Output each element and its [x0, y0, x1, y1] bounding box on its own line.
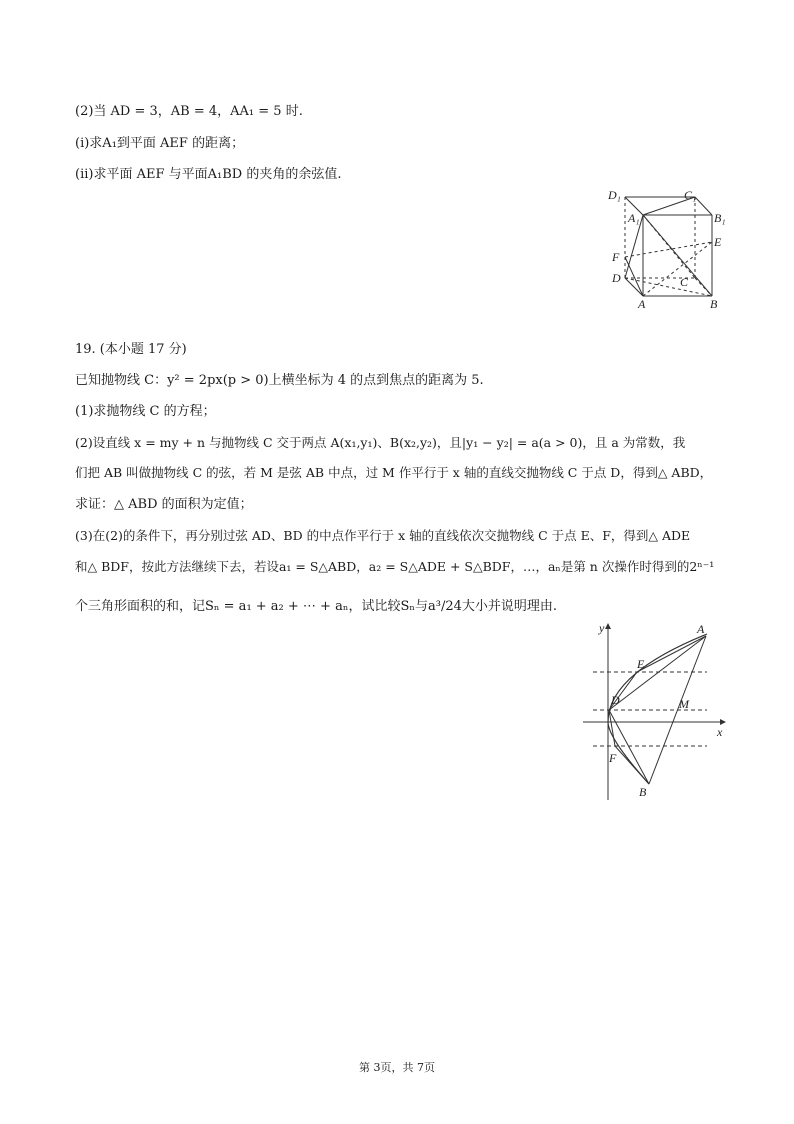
- point-D-label: D: [611, 693, 620, 707]
- q19-part3-line2: 和△ BDF，按此方法继续下去，若设a₁ = S△ABD，a₂ = S△ADE + S△BDF，…，aₙ是第 n 次操作时得到的2ⁿ⁻¹: [75, 559, 715, 574]
- point-F-label: F: [609, 751, 617, 765]
- q19-intro: 已知抛物线 C：y² = 2px(p > 0)上横坐标为 4 的点到焦点的距离为 5.: [75, 373, 484, 388]
- point-B-label: B: [639, 785, 647, 799]
- label-A1: A₁: [628, 211, 640, 225]
- q19-part2-line1: (2)设直线 x = my + n 与抛物线 C 交于两点 A(x₁,y₁)、B(x₂,y₂)，且|y₁ − y₂| = a(a > 0)，且 a 为常数，我: [75, 435, 686, 450]
- point-A-label: A: [697, 622, 705, 636]
- label-C: C: [680, 275, 689, 289]
- q19-part3-line3: 个三角形面积的和，记Sₙ = a₁ + a₂ + ⋯ + aₙ，试比较Sₙ与a³/24大小并说明理由.: [75, 599, 558, 614]
- label-C1: C₁: [684, 188, 697, 202]
- page-footer: 第 3页，共 7页: [359, 1061, 435, 1074]
- cube-figure: [600, 182, 740, 312]
- q19-part3-line1: (3)在(2)的条件下，再分别过弦 AD、BD 的中点作平行于 x 轴的直线依次交抛物线 C 于点 E、F，得到△ ADE: [75, 528, 691, 543]
- parabola-figure: [575, 618, 735, 803]
- label-D: D: [612, 271, 621, 285]
- label-B: B: [710, 297, 718, 311]
- point-E-label: E: [637, 657, 645, 671]
- axis-y-label: y: [599, 621, 605, 635]
- q19-part1: (1)求抛物线 C 的方程；: [75, 404, 216, 419]
- label-F: F: [612, 250, 620, 264]
- label-E: E: [714, 235, 722, 249]
- label-D1: D₁: [608, 188, 621, 202]
- q18-sub-i: (i)求A₁到平面 AEF 的距离；: [75, 136, 245, 151]
- label-A: A: [638, 297, 646, 311]
- q19-header: 19. (本小题 17 分): [75, 342, 187, 357]
- q18-sub-ii: (ii)求平面 AEF 与平面A₁BD 的夹角的余弦值.: [75, 167, 342, 182]
- point-M-label: M: [679, 697, 689, 711]
- label-B1: B₁: [714, 211, 726, 225]
- axis-x-label: x: [717, 725, 723, 739]
- q19-part2-line2: 们把 AB 叫做抛物线 C 的弦，若 M 是弦 AB 中点，过 M 作平行于 x 轴的直线交抛物线 C 于点 D，得到△ ABD，: [75, 465, 713, 480]
- q19-part2-line3: 求证：△ ABD 的面积为定值；: [75, 497, 253, 512]
- q18-part2: (2)当 AD = 3，AB = 4，AA₁ = 5 时.: [75, 104, 303, 119]
